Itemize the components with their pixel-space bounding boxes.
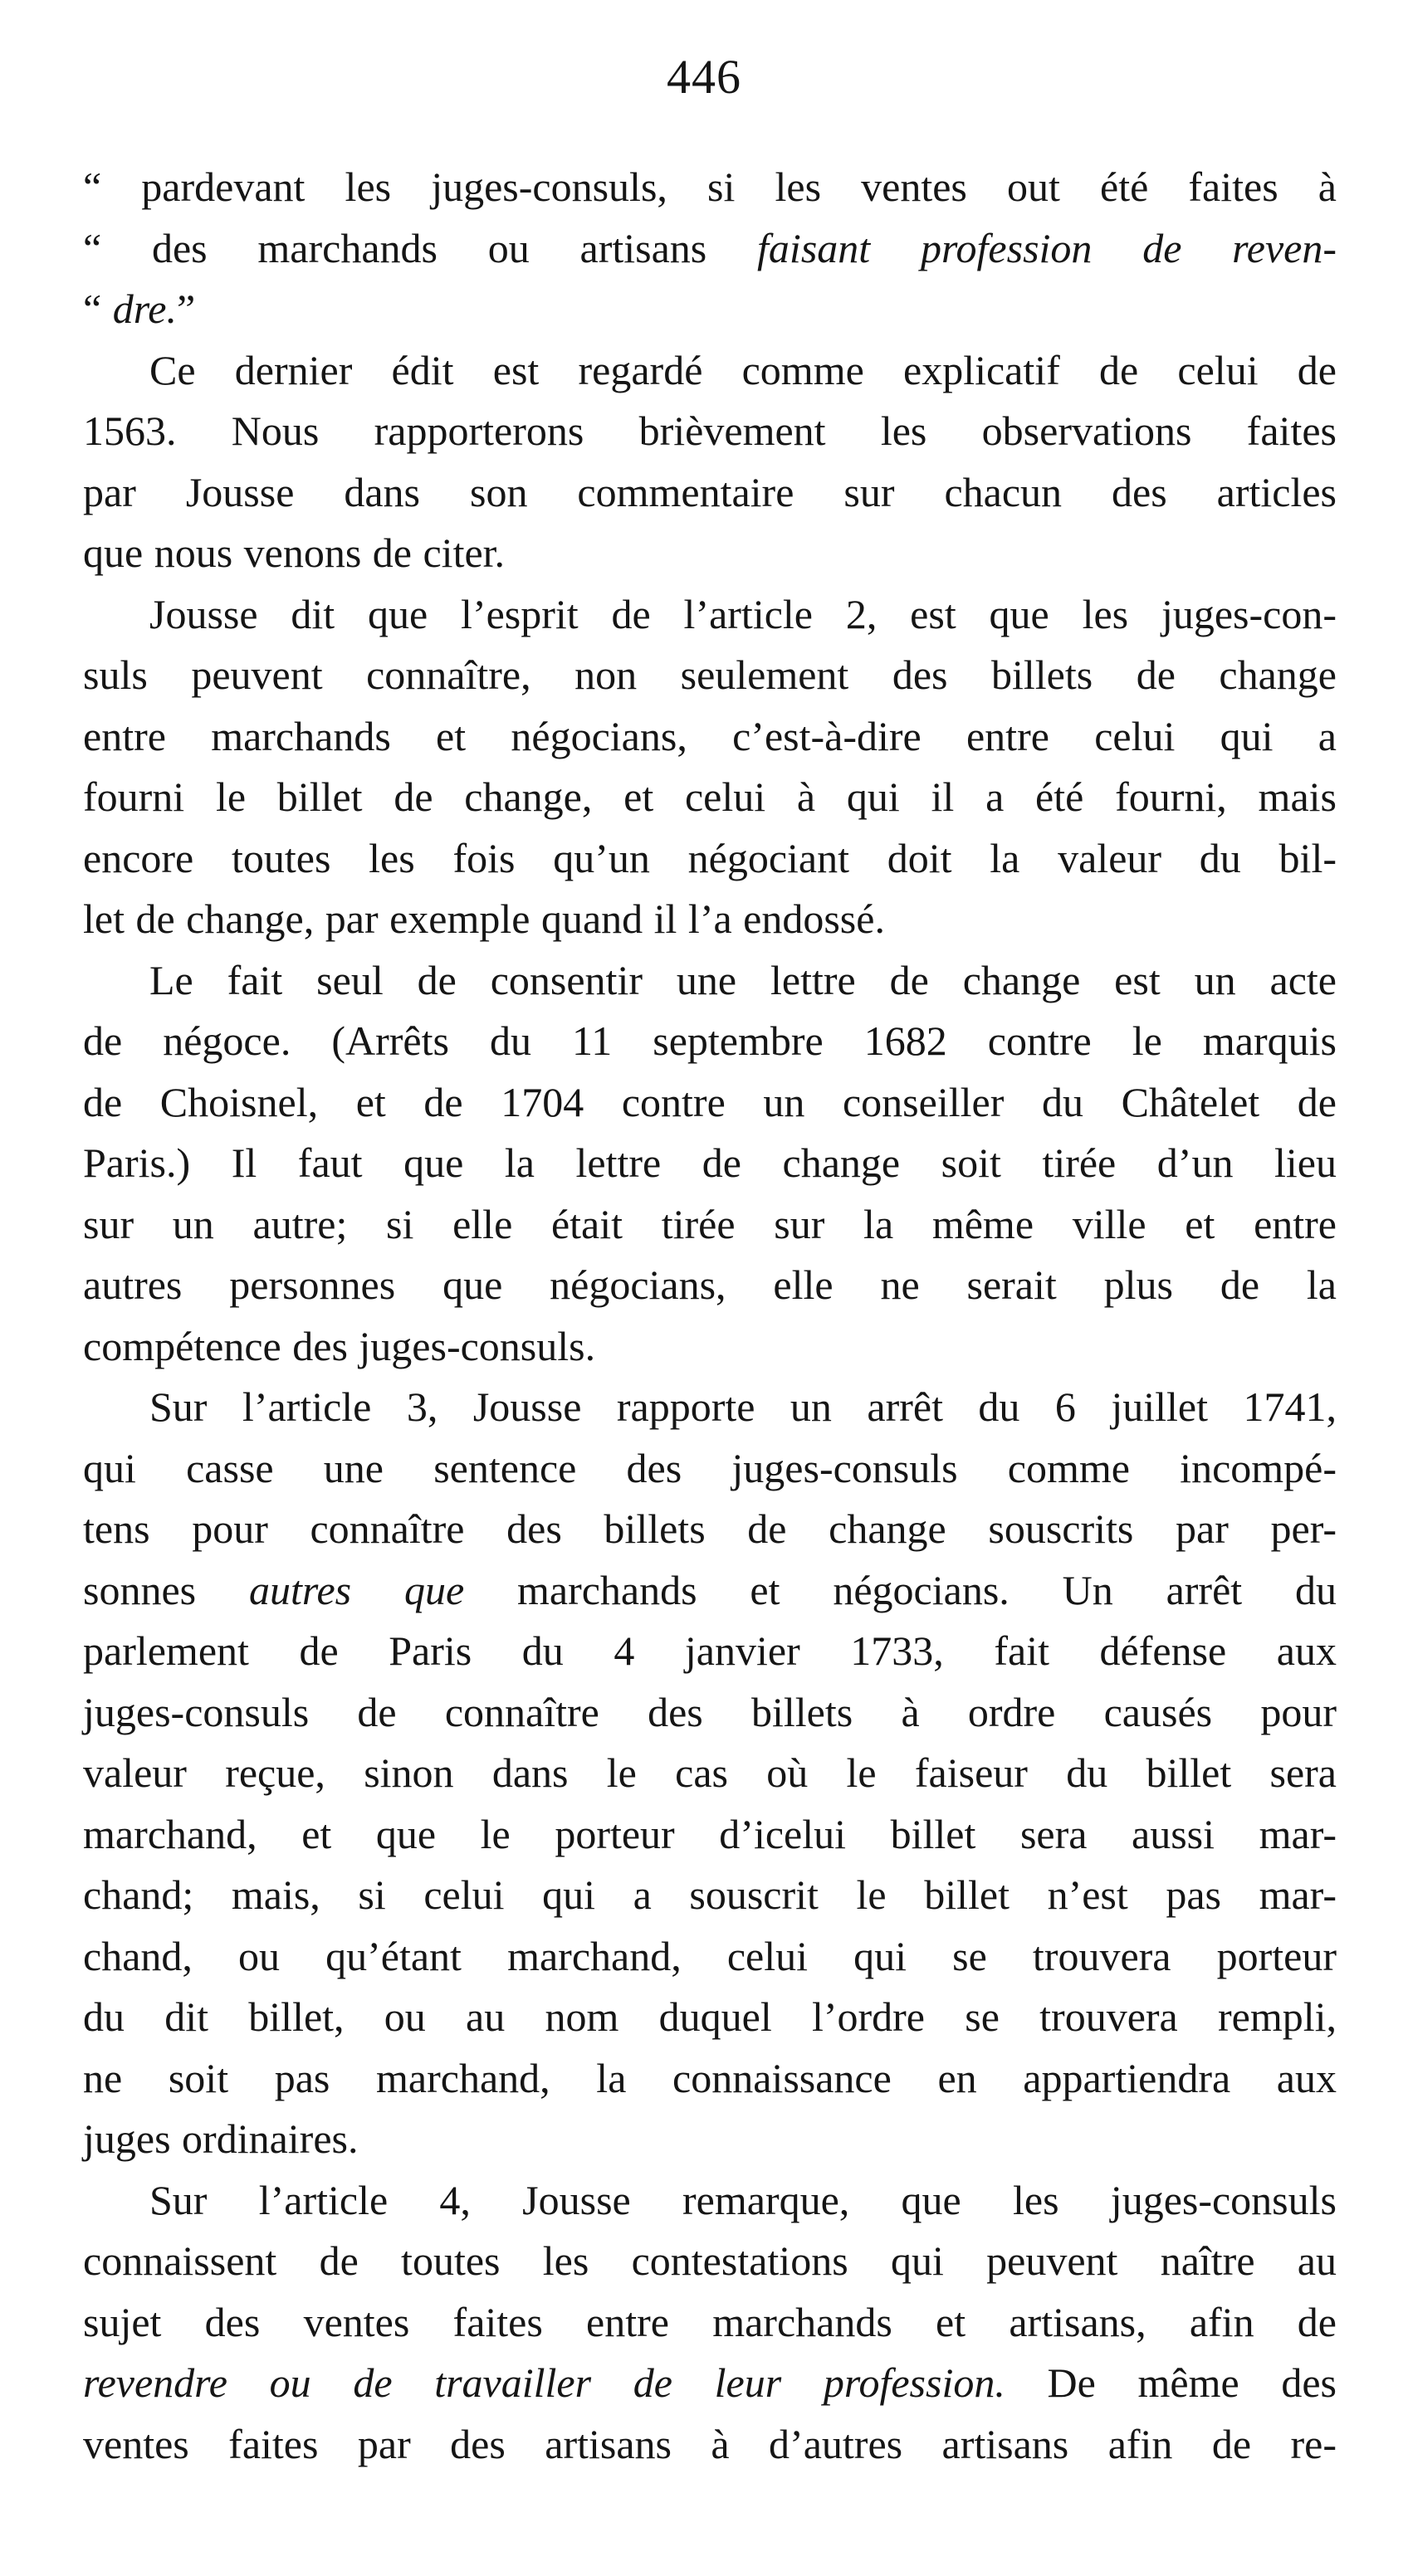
text-line <box>83 280 1337 338</box>
text-segment: “ des marchands ou artisans <box>83 225 758 271</box>
text-segment: suls peuvent connaître, non seulement des billets de change <box>83 651 1337 698</box>
text-segment: 1563. Nous rapporterons brièvement les observations faites <box>83 407 1337 454</box>
text-line <box>83 2354 1337 2412</box>
text-line <box>83 1988 1337 2046</box>
text-segment: fourni le billet de change, et celui à qui il a été fourni, mais <box>83 773 1337 820</box>
text-segment: Sur l’article 3, Jousse rapporte un arrêt du 6 juillet 1741, <box>149 1383 1337 1430</box>
text-segment: Jousse dit que l’esprit de l’article 2, est que les juges-con- <box>149 591 1337 637</box>
text-line <box>83 2049 1337 2107</box>
italic-text: autres que <box>248 1567 465 1613</box>
text-line <box>83 463 1337 521</box>
text-segment: autres personnes que négocians, elle ne serait plus de la <box>83 1261 1337 1308</box>
text-line <box>83 1622 1337 1680</box>
text-line <box>83 2293 1337 2351</box>
text-line <box>83 1256 1337 1314</box>
text-segment: chand; mais, si celui qui a souscrit le billet n’est pas mar- <box>83 1871 1337 1918</box>
text-segment: chand, ou qu’étant marchand, celui qui se trouvera porteur <box>83 1933 1337 1979</box>
text-line <box>83 1683 1337 1741</box>
page-number: 446 <box>667 50 741 104</box>
text-segment: sur un autre; si elle était tirée sur la même ville et entre <box>83 1201 1337 1247</box>
text-segment: juges-consuls de connaître des billets à ordre causés pour <box>83 1689 1337 1735</box>
text-segment: ” <box>177 285 196 332</box>
text-line <box>83 1073 1337 1131</box>
text-line <box>149 2171 1337 2229</box>
italic-text: faisant profession de reven- <box>757 225 1337 271</box>
text-segment: parlement de Paris du 4 janvier 1733, fait défense aux <box>83 1627 1337 1674</box>
text-line <box>83 1012 1337 1070</box>
text-line <box>83 1866 1337 1924</box>
text-line <box>83 402 1337 460</box>
text-segment: marchands et négocians. Un arrêt du <box>464 1567 1337 1613</box>
text-segment: encore toutes les fois qu’un négociant doit la valeur du bil- <box>83 835 1337 881</box>
text-line <box>83 158 1337 216</box>
text-segment: compétence des juges-consuls. <box>83 1323 596 1369</box>
text-segment: Sur l’article 4, Jousse remarque, que les juges-consuls <box>149 2177 1337 2223</box>
text-line <box>83 829 1337 887</box>
text-line <box>149 585 1337 643</box>
text-segment: valeur reçue, sinon dans le cas où le faiseur du billet sera <box>83 1749 1337 1796</box>
text-segment: connaissent de toutes les contestations qui peuvent naître au <box>83 2237 1337 2284</box>
text-segment: tens pour connaître des billets de change souscrits par per- <box>83 1505 1337 1552</box>
text-line <box>83 219 1337 277</box>
text-segment: “ <box>83 285 113 332</box>
text-line <box>83 524 1337 582</box>
text-segment: “ pardevant les juges-consuls, si les ventes out été faites à <box>83 163 1337 210</box>
text-segment: de Choisnel, et de 1704 contre un conseiller du Châtelet de <box>83 1079 1337 1125</box>
text-segment: let de change, par exemple quand il l’a endossé. <box>83 895 885 942</box>
text-segment: ne soit pas marchand, la connaissance en appartiendra aux <box>83 2055 1337 2101</box>
text-segment: qui casse une sentence des juges-consuls comme incompé- <box>83 1445 1337 1491</box>
text-line <box>83 1134 1337 1192</box>
text-line <box>83 1500 1337 1558</box>
text-line <box>83 2110 1337 2168</box>
italic-text: revendre ou de travailler de leur profession. <box>83 2359 1005 2406</box>
text-segment: de négoce. (Arrêts du 11 septembre 1682 contre le marquis <box>83 1017 1337 1064</box>
text-segment: Ce dernier édit est regardé comme explicatif de celui de <box>149 347 1337 393</box>
text-line <box>83 1927 1337 1985</box>
text-line <box>83 2415 1337 2473</box>
text-segment: entre marchands et négocians, c’est-à-dire entre celui qui a <box>83 713 1337 759</box>
text-line <box>149 951 1337 1009</box>
text-segment: que nous venons de citer. <box>83 529 506 576</box>
text-line <box>83 1561 1337 1619</box>
text-line <box>83 1317 1337 1375</box>
text-line <box>83 768 1337 826</box>
text-line <box>83 2232 1337 2290</box>
italic-text: dre. <box>112 285 177 332</box>
text-line <box>83 1195 1337 1253</box>
text-segment: sujet des ventes faites entre marchands et artisans, afin de <box>83 2299 1337 2345</box>
text-segment: sonnes <box>83 1567 249 1613</box>
text-line <box>149 341 1337 399</box>
text-segment: juges ordinaires. <box>83 2115 359 2162</box>
text-segment: Paris.) Il faut que la lettre de change soit tirée d’un lieu <box>83 1139 1337 1186</box>
text-segment: marchand, et que le porteur d’icelui billet sera aussi mar- <box>83 1811 1337 1857</box>
text-line <box>83 646 1337 704</box>
text-line <box>149 1378 1337 1436</box>
text-line <box>83 1805 1337 1863</box>
text-segment: Le fait seul de consentir une lettre de change est un acte <box>149 957 1337 1003</box>
text-line <box>83 707 1337 765</box>
text-segment: du dit billet, ou au nom duquel l’ordre se trouvera rempli, <box>83 1993 1337 2040</box>
text-line <box>83 1439 1337 1497</box>
text-segment: par Jousse dans son commentaire sur chacun des articles <box>83 469 1337 515</box>
text-line <box>83 1744 1337 1802</box>
text-segment: De même des <box>1005 2359 1337 2406</box>
text-line <box>83 890 1337 948</box>
text-segment: ventes faites par des artisans à d’autres artisans afin de re- <box>83 2421 1337 2467</box>
